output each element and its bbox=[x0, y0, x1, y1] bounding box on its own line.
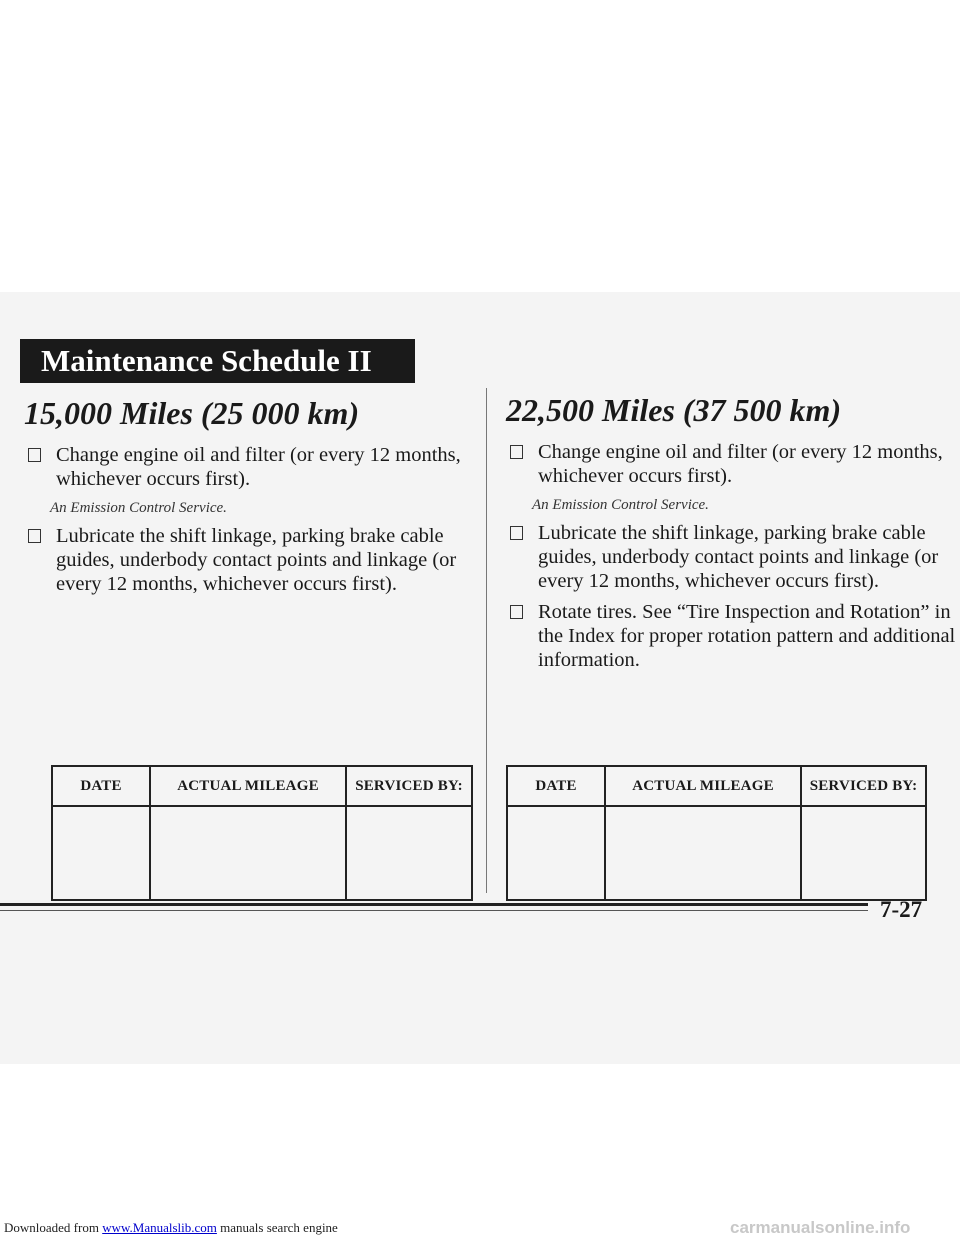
item-text: Lubricate the shift linkage, parking brake cable guides, underbody contact points and linkage (or every 12 months, whichever occurs first). bbox=[56, 525, 457, 595]
footer-suffix: manuals search engine bbox=[216, 1220, 338, 1235]
mileage-cell[interactable] bbox=[150, 806, 346, 900]
item-text: Rotate tires. See “Tire Inspection and Rotation” in the Index for proper rotation pattern and additional information. bbox=[538, 601, 956, 671]
column-header-date: DATE bbox=[52, 766, 150, 806]
column-divider bbox=[486, 388, 487, 893]
column-header-date: DATE bbox=[507, 766, 605, 806]
checkbox-icon[interactable] bbox=[510, 605, 523, 619]
section-banner: Maintenance Schedule II bbox=[20, 339, 415, 383]
download-footer bbox=[4, 1219, 338, 1237]
table-header-row bbox=[507, 766, 926, 806]
date-cell[interactable] bbox=[52, 806, 150, 900]
footer-rule-thin bbox=[0, 910, 868, 911]
interval-heading: 15,000 Miles (25 000 km) bbox=[24, 395, 360, 431]
item-text: Lubricate the shift linkage, parking brake cable guides, underbody contact points and linkage (or every 12 months, whichever occurs first). bbox=[538, 522, 939, 592]
watermark: carmanualsonline.info bbox=[730, 1218, 911, 1237]
column-header-mileage: ACTUAL MILEAGE bbox=[150, 766, 346, 806]
footer-rule bbox=[0, 903, 868, 906]
checkbox-icon[interactable] bbox=[510, 445, 523, 459]
checkbox-icon[interactable] bbox=[28, 448, 41, 462]
manualslib-link[interactable]: www.Manualslib.com bbox=[102, 1220, 217, 1235]
checklist-item bbox=[24, 443, 474, 491]
table-row bbox=[52, 806, 472, 900]
mileage-cell[interactable] bbox=[605, 806, 801, 900]
service-log-table bbox=[51, 765, 473, 901]
column-header-mileage: ACTUAL MILEAGE bbox=[605, 766, 801, 806]
schedule-22500 bbox=[506, 390, 956, 679]
service-log-table bbox=[506, 765, 927, 901]
serviced-by-cell[interactable] bbox=[346, 806, 472, 900]
column-header-serviced-by: SERVICED BY: bbox=[346, 766, 472, 806]
schedule-15000 bbox=[24, 393, 474, 603]
checklist-item bbox=[506, 600, 956, 672]
page-number: 7-27 bbox=[880, 897, 923, 922]
emission-note: An Emission Control Service. bbox=[532, 497, 709, 513]
item-text: Change engine oil and filter (or every 12 months, whichever occurs first). bbox=[538, 441, 943, 487]
item-text: Change engine oil and filter (or every 12 months, whichever occurs first). bbox=[56, 444, 461, 490]
table-header-row bbox=[52, 766, 472, 806]
checklist-item bbox=[506, 440, 956, 488]
interval-heading: 22,500 Miles (37 500 km) bbox=[506, 392, 842, 428]
checklist-item bbox=[24, 524, 474, 596]
date-cell[interactable] bbox=[507, 806, 605, 900]
checkbox-icon[interactable] bbox=[28, 529, 41, 543]
checkbox-icon[interactable] bbox=[510, 526, 523, 540]
table-row bbox=[507, 806, 926, 900]
column-header-serviced-by: SERVICED BY: bbox=[801, 766, 926, 806]
footer-prefix: Downloaded from bbox=[4, 1220, 103, 1235]
emission-note: An Emission Control Service. bbox=[50, 500, 227, 516]
checklist-item bbox=[506, 521, 956, 593]
serviced-by-cell[interactable] bbox=[801, 806, 926, 900]
